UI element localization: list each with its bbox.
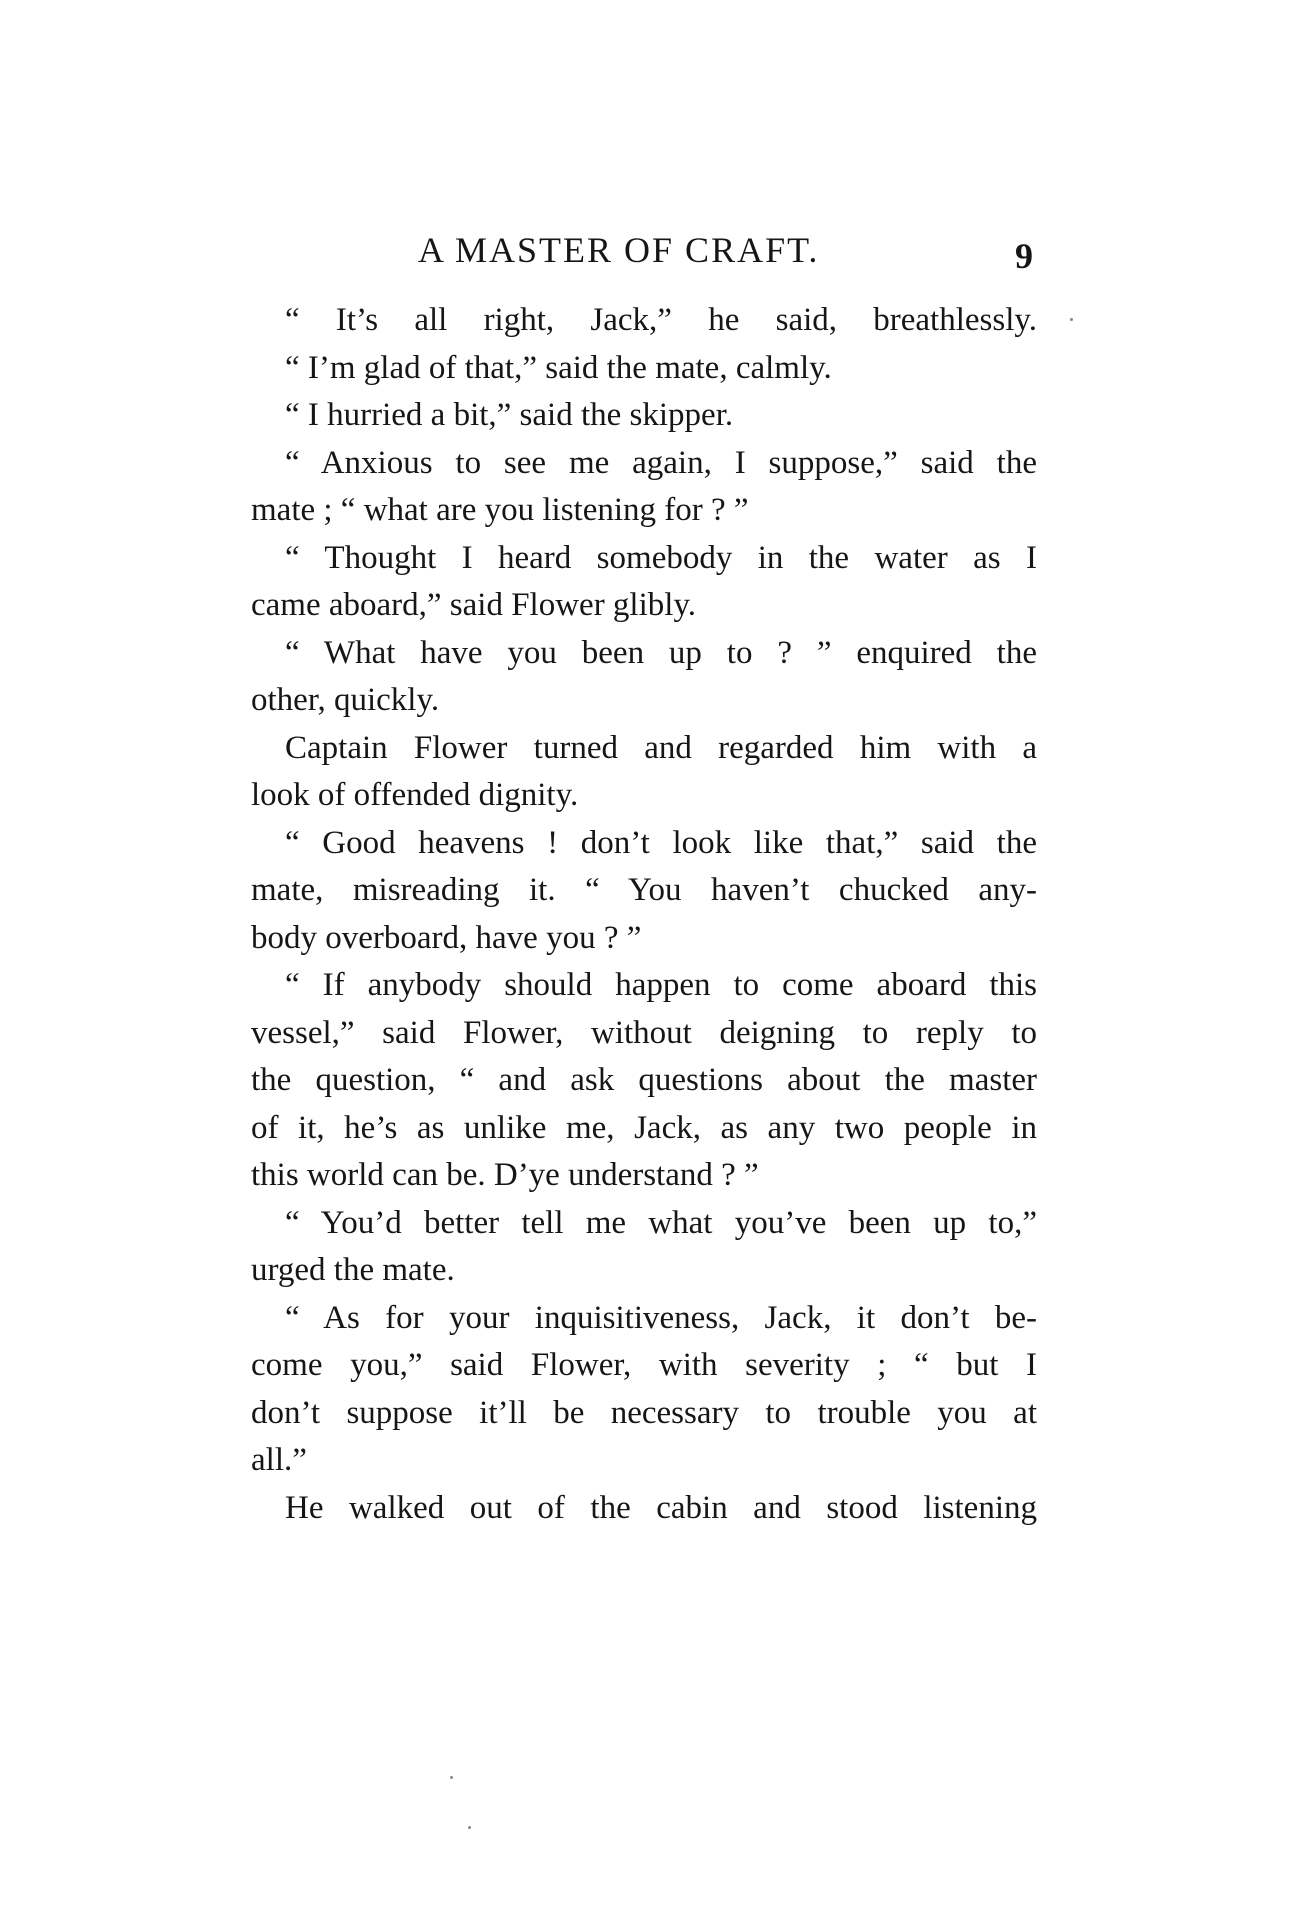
text-line: mate, misreading it. “ You haven’t chucked any- [251,872,1037,908]
text-line: vessel,” said Flower, without deigning to reply to [251,1014,1037,1051]
text-line: “ As for your inquisitiveness, Jack, it don’t be- [285,1299,1037,1336]
text-line: “ You’d better tell me what you’ve been up to,” [285,1204,1037,1241]
text-line: come you,” said Flower, with severity ; “ but I [251,1347,1037,1383]
text-line: body overboard, have you ? ” [251,919,642,956]
text-line: “ Thought I heard somebody in the water as I [285,539,1037,576]
paper-speck [1070,318,1073,321]
text-line: urged the mate. [251,1252,455,1288]
paper-speck [468,1826,471,1829]
text-line: of it, he’s as unlike me, Jack, as any two people in [251,1109,1037,1146]
text-line: “ If anybody should happen to come aboard this [285,967,1037,1003]
text-line: don’t suppose it’ll be necessary to trouble you at [251,1394,1037,1431]
text-line: Captain Flower turned and regarded him with a [285,729,1037,766]
text-line: came aboard,” said Flower glibly. [251,587,697,623]
text-line: all.” [251,1442,307,1478]
text-line: mate ; “ what are you listening for ? ” [251,492,749,528]
text-line: “ Anxious to see me again, I suppose,” said the [285,444,1037,481]
page-number: 9 [1015,236,1033,276]
text-line: this world can be. D’ye understand ? ” [251,1157,759,1193]
running-head [250,228,1050,278]
text-line: “ It’s all right, Jack,” he said, breathlessly. [285,302,1037,338]
text-line: He walked out of the cabin and stood listening [285,1489,1037,1526]
text-line: the question, “ and ask questions about the master [251,1062,1037,1098]
text-line: other, quickly. [251,682,440,718]
body-text [251,297,1037,1532]
text-line: “ What have you been up to ? ” enquired the [285,634,1037,671]
text-line: “ I’m glad of that,” said the mate, calmly. [285,349,832,386]
text-line: “ Good heavens ! don’t look like that,” said the [285,824,1037,861]
paper-speck [450,1776,453,1779]
text-line: “ I hurried a bit,” said the skipper. [285,397,734,433]
text-line: look of offended dignity. [251,777,579,813]
running-title: A MASTER OF CRAFT. [418,230,820,270]
